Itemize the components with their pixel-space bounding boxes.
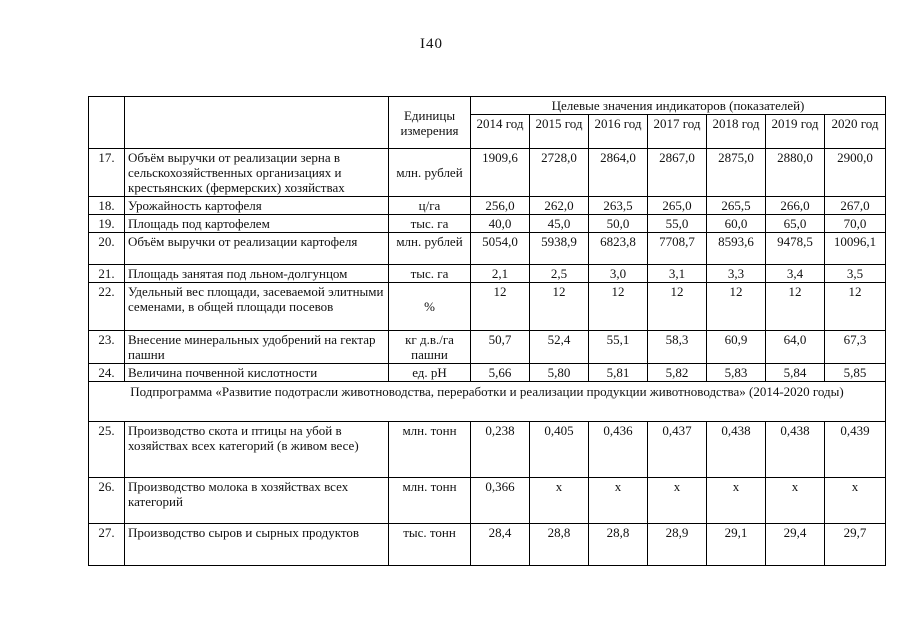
- value-cell: 12: [707, 283, 766, 331]
- value-cell: 65,0: [766, 215, 825, 233]
- table-row: [89, 197, 886, 215]
- value-cell: 5,82: [648, 364, 707, 382]
- value-cell: 12: [589, 283, 648, 331]
- value-cell: 0,238: [471, 422, 530, 478]
- value-cell: 256,0: [471, 197, 530, 215]
- value-cell: 52,4: [530, 331, 589, 364]
- subprogram-row: [89, 382, 886, 422]
- value-cell: 45,0: [530, 215, 589, 233]
- year-header: 2015 год: [530, 115, 589, 149]
- value-cell: 5,84: [766, 364, 825, 382]
- value-cell: 0,438: [707, 422, 766, 478]
- indicator-unit: млн. тонн: [389, 478, 471, 524]
- value-cell: 12: [648, 283, 707, 331]
- value-cell: 12: [471, 283, 530, 331]
- row-number: 25.: [89, 422, 125, 478]
- value-cell: х: [707, 478, 766, 524]
- value-cell: 5,83: [707, 364, 766, 382]
- value-cell: 5,80: [530, 364, 589, 382]
- indicator-unit: %: [389, 283, 471, 331]
- indicator-name: Производство молока в хозяйствах всех категорий: [125, 478, 389, 524]
- value-cell: 0,366: [471, 478, 530, 524]
- indicator-name: Площадь под картофелем: [125, 215, 389, 233]
- value-cell: 5,85: [825, 364, 886, 382]
- value-cell: 64,0: [766, 331, 825, 364]
- row-number: 26.: [89, 478, 125, 524]
- value-cell: 5054,0: [471, 233, 530, 265]
- value-cell: 0,405: [530, 422, 589, 478]
- row-number: 18.: [89, 197, 125, 215]
- value-cell: 2880,0: [766, 149, 825, 197]
- value-cell: 265,0: [648, 197, 707, 215]
- table-row: [89, 233, 886, 265]
- value-cell: 5938,9: [530, 233, 589, 265]
- value-cell: 0,437: [648, 422, 707, 478]
- value-cell: 67,3: [825, 331, 886, 364]
- row-number: 17.: [89, 149, 125, 197]
- value-cell: 2900,0: [825, 149, 886, 197]
- indicator-unit: тыс. га: [389, 215, 471, 233]
- year-header: 2016 год: [589, 115, 648, 149]
- year-header: 2020 год: [825, 115, 886, 149]
- value-cell: 28,4: [471, 524, 530, 566]
- value-cell: х: [530, 478, 589, 524]
- value-cell: 265,5: [707, 197, 766, 215]
- value-cell: 2864,0: [589, 149, 648, 197]
- row-number: 21.: [89, 265, 125, 283]
- value-cell: 1909,6: [471, 149, 530, 197]
- indicator-name: Объём выручки от реализации зерна в сельскохозяйственных организациях и крестьянских (фермерских) хозяйствах: [125, 149, 389, 197]
- indicator-unit: ед. pH: [389, 364, 471, 382]
- value-cell: 2,1: [471, 265, 530, 283]
- value-cell: 5,66: [471, 364, 530, 382]
- table-row: [89, 265, 886, 283]
- value-cell: 29,7: [825, 524, 886, 566]
- year-header: 2014 год: [471, 115, 530, 149]
- indicator-name: Площадь занятая под льном-долгунцом: [125, 265, 389, 283]
- table-row: [89, 524, 886, 566]
- indicator-name: Урожайность картофеля: [125, 197, 389, 215]
- value-cell: 266,0: [766, 197, 825, 215]
- table-row: [89, 422, 886, 478]
- indicator-unit: млн. тонн: [389, 422, 471, 478]
- value-cell: 12: [825, 283, 886, 331]
- value-cell: 3,3: [707, 265, 766, 283]
- value-cell: 3,4: [766, 265, 825, 283]
- value-cell: 0,438: [766, 422, 825, 478]
- table-row: [89, 331, 886, 364]
- row-number: 27.: [89, 524, 125, 566]
- header-target-values: Целевые значения индикаторов (показателей): [471, 97, 886, 115]
- indicator-unit: млн. рублей: [389, 149, 471, 197]
- indicator-name: Объём выручки от реализации картофеля: [125, 233, 389, 265]
- table-row: [89, 215, 886, 233]
- value-cell: 263,5: [589, 197, 648, 215]
- value-cell: 2867,0: [648, 149, 707, 197]
- row-number: 24.: [89, 364, 125, 382]
- value-cell: 12: [766, 283, 825, 331]
- row-number: 22.: [89, 283, 125, 331]
- value-cell: 60,9: [707, 331, 766, 364]
- value-cell: 0,436: [589, 422, 648, 478]
- value-cell: 12: [530, 283, 589, 331]
- value-cell: 70,0: [825, 215, 886, 233]
- indicators-table: [88, 96, 886, 566]
- year-header: 2018 год: [707, 115, 766, 149]
- value-cell: 2728,0: [530, 149, 589, 197]
- value-cell: 28,8: [530, 524, 589, 566]
- value-cell: 50,7: [471, 331, 530, 364]
- row-number: 23.: [89, 331, 125, 364]
- value-cell: 8593,6: [707, 233, 766, 265]
- page-number: I40: [420, 36, 443, 52]
- value-cell: х: [589, 478, 648, 524]
- indicator-unit: ц/га: [389, 197, 471, 215]
- table-row: [89, 364, 886, 382]
- value-cell: 29,4: [766, 524, 825, 566]
- row-number: 20.: [89, 233, 125, 265]
- value-cell: 50,0: [589, 215, 648, 233]
- subprogram-title: Подпрограмма «Развитие подотрасли животноводства, переработки и реализации продукции животноводства» (2014-2020 годы): [89, 382, 886, 422]
- value-cell: 28,8: [589, 524, 648, 566]
- value-cell: 5,81: [589, 364, 648, 382]
- value-cell: 3,0: [589, 265, 648, 283]
- table-row: [89, 283, 886, 331]
- value-cell: 2875,0: [707, 149, 766, 197]
- value-cell: 55,1: [589, 331, 648, 364]
- table-row: [89, 478, 886, 524]
- value-cell: 0,439: [825, 422, 886, 478]
- header-units: Единицы измерения: [389, 97, 471, 149]
- indicator-unit: тыс. тонн: [389, 524, 471, 566]
- indicator-name: Внесение минеральных удобрений на гектар пашни: [125, 331, 389, 364]
- value-cell: 6823,8: [589, 233, 648, 265]
- year-header: 2019 год: [766, 115, 825, 149]
- indicator-name: Производство сыров и сырных продуктов: [125, 524, 389, 566]
- indicator-name: Величина почвенной кислотности: [125, 364, 389, 382]
- indicator-unit: млн. рублей: [389, 233, 471, 265]
- header-num-cell: [89, 97, 125, 149]
- value-cell: 55,0: [648, 215, 707, 233]
- year-header: 2017 год: [648, 115, 707, 149]
- indicator-unit: кг д.в./га пашни: [389, 331, 471, 364]
- table-row: [89, 149, 886, 197]
- header-name-cell: [125, 97, 389, 149]
- value-cell: 28,9: [648, 524, 707, 566]
- value-cell: 60,0: [707, 215, 766, 233]
- value-cell: 10096,1: [825, 233, 886, 265]
- value-cell: х: [648, 478, 707, 524]
- value-cell: 267,0: [825, 197, 886, 215]
- value-cell: 29,1: [707, 524, 766, 566]
- indicator-name: Производство скота и птицы на убой в хозяйствах всех категорий (в живом весе): [125, 422, 389, 478]
- value-cell: 262,0: [530, 197, 589, 215]
- indicator-unit: тыс. га: [389, 265, 471, 283]
- value-cell: 3,1: [648, 265, 707, 283]
- value-cell: 2,5: [530, 265, 589, 283]
- value-cell: 7708,7: [648, 233, 707, 265]
- row-number: 19.: [89, 215, 125, 233]
- value-cell: 58,3: [648, 331, 707, 364]
- value-cell: х: [766, 478, 825, 524]
- value-cell: х: [825, 478, 886, 524]
- value-cell: 40,0: [471, 215, 530, 233]
- indicator-name: Удельный вес площади, засеваемой элитными семенами, в общей площади посевов: [125, 283, 389, 331]
- value-cell: 3,5: [825, 265, 886, 283]
- value-cell: 9478,5: [766, 233, 825, 265]
